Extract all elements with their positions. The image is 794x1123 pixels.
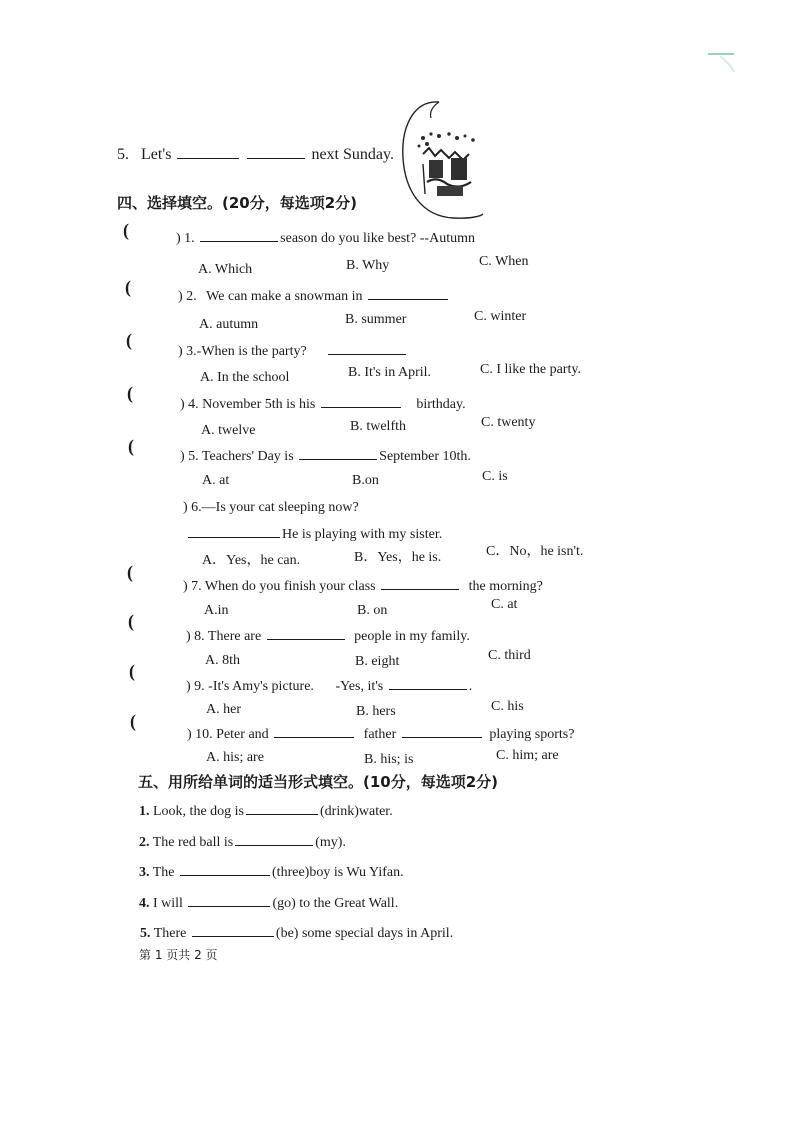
mc-question-7: ) 7. When do you finish your class the morning? bbox=[183, 579, 543, 594]
option-a[interactable]: A. autumn bbox=[199, 317, 259, 332]
option-c[interactable]: C. I like the party. bbox=[480, 362, 581, 377]
mc-question-1: ) 1. season do you like best? --Autumn bbox=[176, 231, 475, 246]
answer-blank[interactable] bbox=[389, 677, 467, 690]
answer-blank[interactable] bbox=[247, 146, 305, 159]
fill-question-4: 4. I will (go) to the Great Wall. bbox=[139, 896, 399, 911]
answer-blank[interactable] bbox=[328, 342, 406, 355]
option-b[interactable]: B. summer bbox=[345, 312, 407, 327]
option-a[interactable]: A. In the school bbox=[200, 370, 290, 385]
answer-blank[interactable] bbox=[274, 725, 354, 738]
option-c[interactable]: C．No，he isn't. bbox=[486, 544, 584, 559]
answer-paren: ( bbox=[130, 711, 136, 731]
top-question-5 bbox=[117, 146, 394, 164]
option-a[interactable]: A. Which bbox=[198, 262, 253, 277]
mc-question-6: ) 6.—Is your cat sleeping now? bbox=[183, 500, 359, 515]
fill-question-1: 1. Look, the dog is (drink)water. bbox=[139, 804, 393, 819]
option-a[interactable]: A. 8th bbox=[205, 653, 240, 668]
answer-paren: ( bbox=[127, 562, 133, 582]
mc-question-2: ) 2. We can make a snowman in bbox=[178, 287, 450, 306]
option-c[interactable]: C. at bbox=[491, 597, 518, 612]
answer-blank[interactable] bbox=[321, 395, 401, 408]
fill-question-2: 2. The red ball is (my). bbox=[139, 835, 346, 850]
answer-blank[interactable] bbox=[188, 525, 280, 538]
answer-blank[interactable] bbox=[235, 833, 313, 846]
mc-question-9: ) 9. -It's Amy's picture. -Yes, it's . bbox=[186, 679, 473, 694]
answer-blank[interactable] bbox=[177, 146, 239, 159]
mc-question-8: ) 8. There are people in my family. bbox=[186, 629, 470, 644]
option-c[interactable]: C. When bbox=[479, 254, 529, 269]
question-text: next Sunday. bbox=[311, 146, 394, 163]
answer-blank[interactable] bbox=[188, 894, 270, 907]
mc-question-6-line2: He is playing with my sister. bbox=[186, 525, 442, 544]
option-b[interactable]: B．Yes，he is. bbox=[354, 550, 442, 565]
answer-paren: ( bbox=[128, 611, 134, 631]
option-c[interactable]: C. his bbox=[491, 699, 524, 714]
mc-question-3: ) 3.-When is the party? bbox=[178, 342, 408, 361]
mc-question-5: ) 5. Teachers' Day is September 10th. bbox=[180, 449, 471, 464]
question-text: Let's bbox=[141, 146, 172, 163]
answer-blank[interactable] bbox=[200, 229, 278, 242]
answer-blank[interactable] bbox=[402, 725, 482, 738]
answer-paren: ( bbox=[129, 661, 135, 681]
fill-question-3: 3. The (three)boy is Wu Yifan. bbox=[139, 865, 404, 880]
answer-blank[interactable] bbox=[192, 924, 274, 937]
option-a[interactable]: A. twelve bbox=[201, 423, 256, 438]
answer-blank[interactable] bbox=[381, 577, 459, 590]
option-c[interactable]: C. winter bbox=[474, 309, 527, 324]
answer-paren: ( bbox=[127, 383, 133, 403]
option-a[interactable]: A. her bbox=[206, 702, 241, 717]
option-c[interactable]: C. him; are bbox=[496, 748, 559, 763]
answer-paren: ( bbox=[126, 330, 132, 350]
answer-blank[interactable] bbox=[246, 802, 318, 815]
answer-blank[interactable] bbox=[368, 287, 448, 300]
option-b[interactable]: B. twelfth bbox=[350, 419, 406, 434]
fill-question-5: 5. There (be) some special days in April. bbox=[140, 926, 454, 941]
option-b[interactable]: B.on bbox=[352, 473, 379, 488]
option-c[interactable]: C. third bbox=[488, 648, 531, 663]
answer-paren: ( bbox=[125, 277, 131, 297]
page-footer: 第 1 页共 2 页 bbox=[139, 948, 218, 962]
option-a[interactable]: A. his; are bbox=[206, 750, 264, 765]
answer-blank[interactable] bbox=[180, 863, 270, 876]
option-a[interactable]: A.in bbox=[204, 603, 229, 618]
section-5-title: 五、用所给单词的适当形式填空。(10分，每选项2分) bbox=[138, 773, 499, 791]
answer-paren: ( bbox=[128, 436, 134, 456]
option-b[interactable]: B. Why bbox=[346, 258, 390, 273]
option-b[interactable]: B. his; is bbox=[364, 752, 414, 767]
answer-blank[interactable] bbox=[267, 627, 345, 640]
answer-blank[interactable] bbox=[299, 447, 377, 460]
option-a[interactable]: A．Yes，he can. bbox=[202, 553, 301, 568]
option-c[interactable]: C. twenty bbox=[481, 415, 536, 430]
question-number: 5. bbox=[117, 146, 129, 163]
snowman-picture bbox=[393, 98, 485, 222]
section-4-title: 四、选择填空。(20分，每选项2分) bbox=[117, 194, 358, 212]
option-b[interactable]: B. on bbox=[357, 603, 388, 618]
mc-question-10: ) 10. Peter and father playing sports? bbox=[187, 727, 575, 742]
option-b[interactable]: B. It's in April. bbox=[348, 365, 432, 380]
option-a[interactable]: A. at bbox=[202, 473, 230, 488]
option-b[interactable]: B. eight bbox=[355, 654, 400, 669]
option-b[interactable]: B. hers bbox=[356, 704, 396, 719]
answer-paren: ( bbox=[123, 220, 129, 240]
mc-question-4: ) 4. November 5th is his birthday. bbox=[180, 397, 466, 412]
corner-mark bbox=[706, 50, 736, 80]
option-c[interactable]: C. is bbox=[482, 469, 508, 484]
